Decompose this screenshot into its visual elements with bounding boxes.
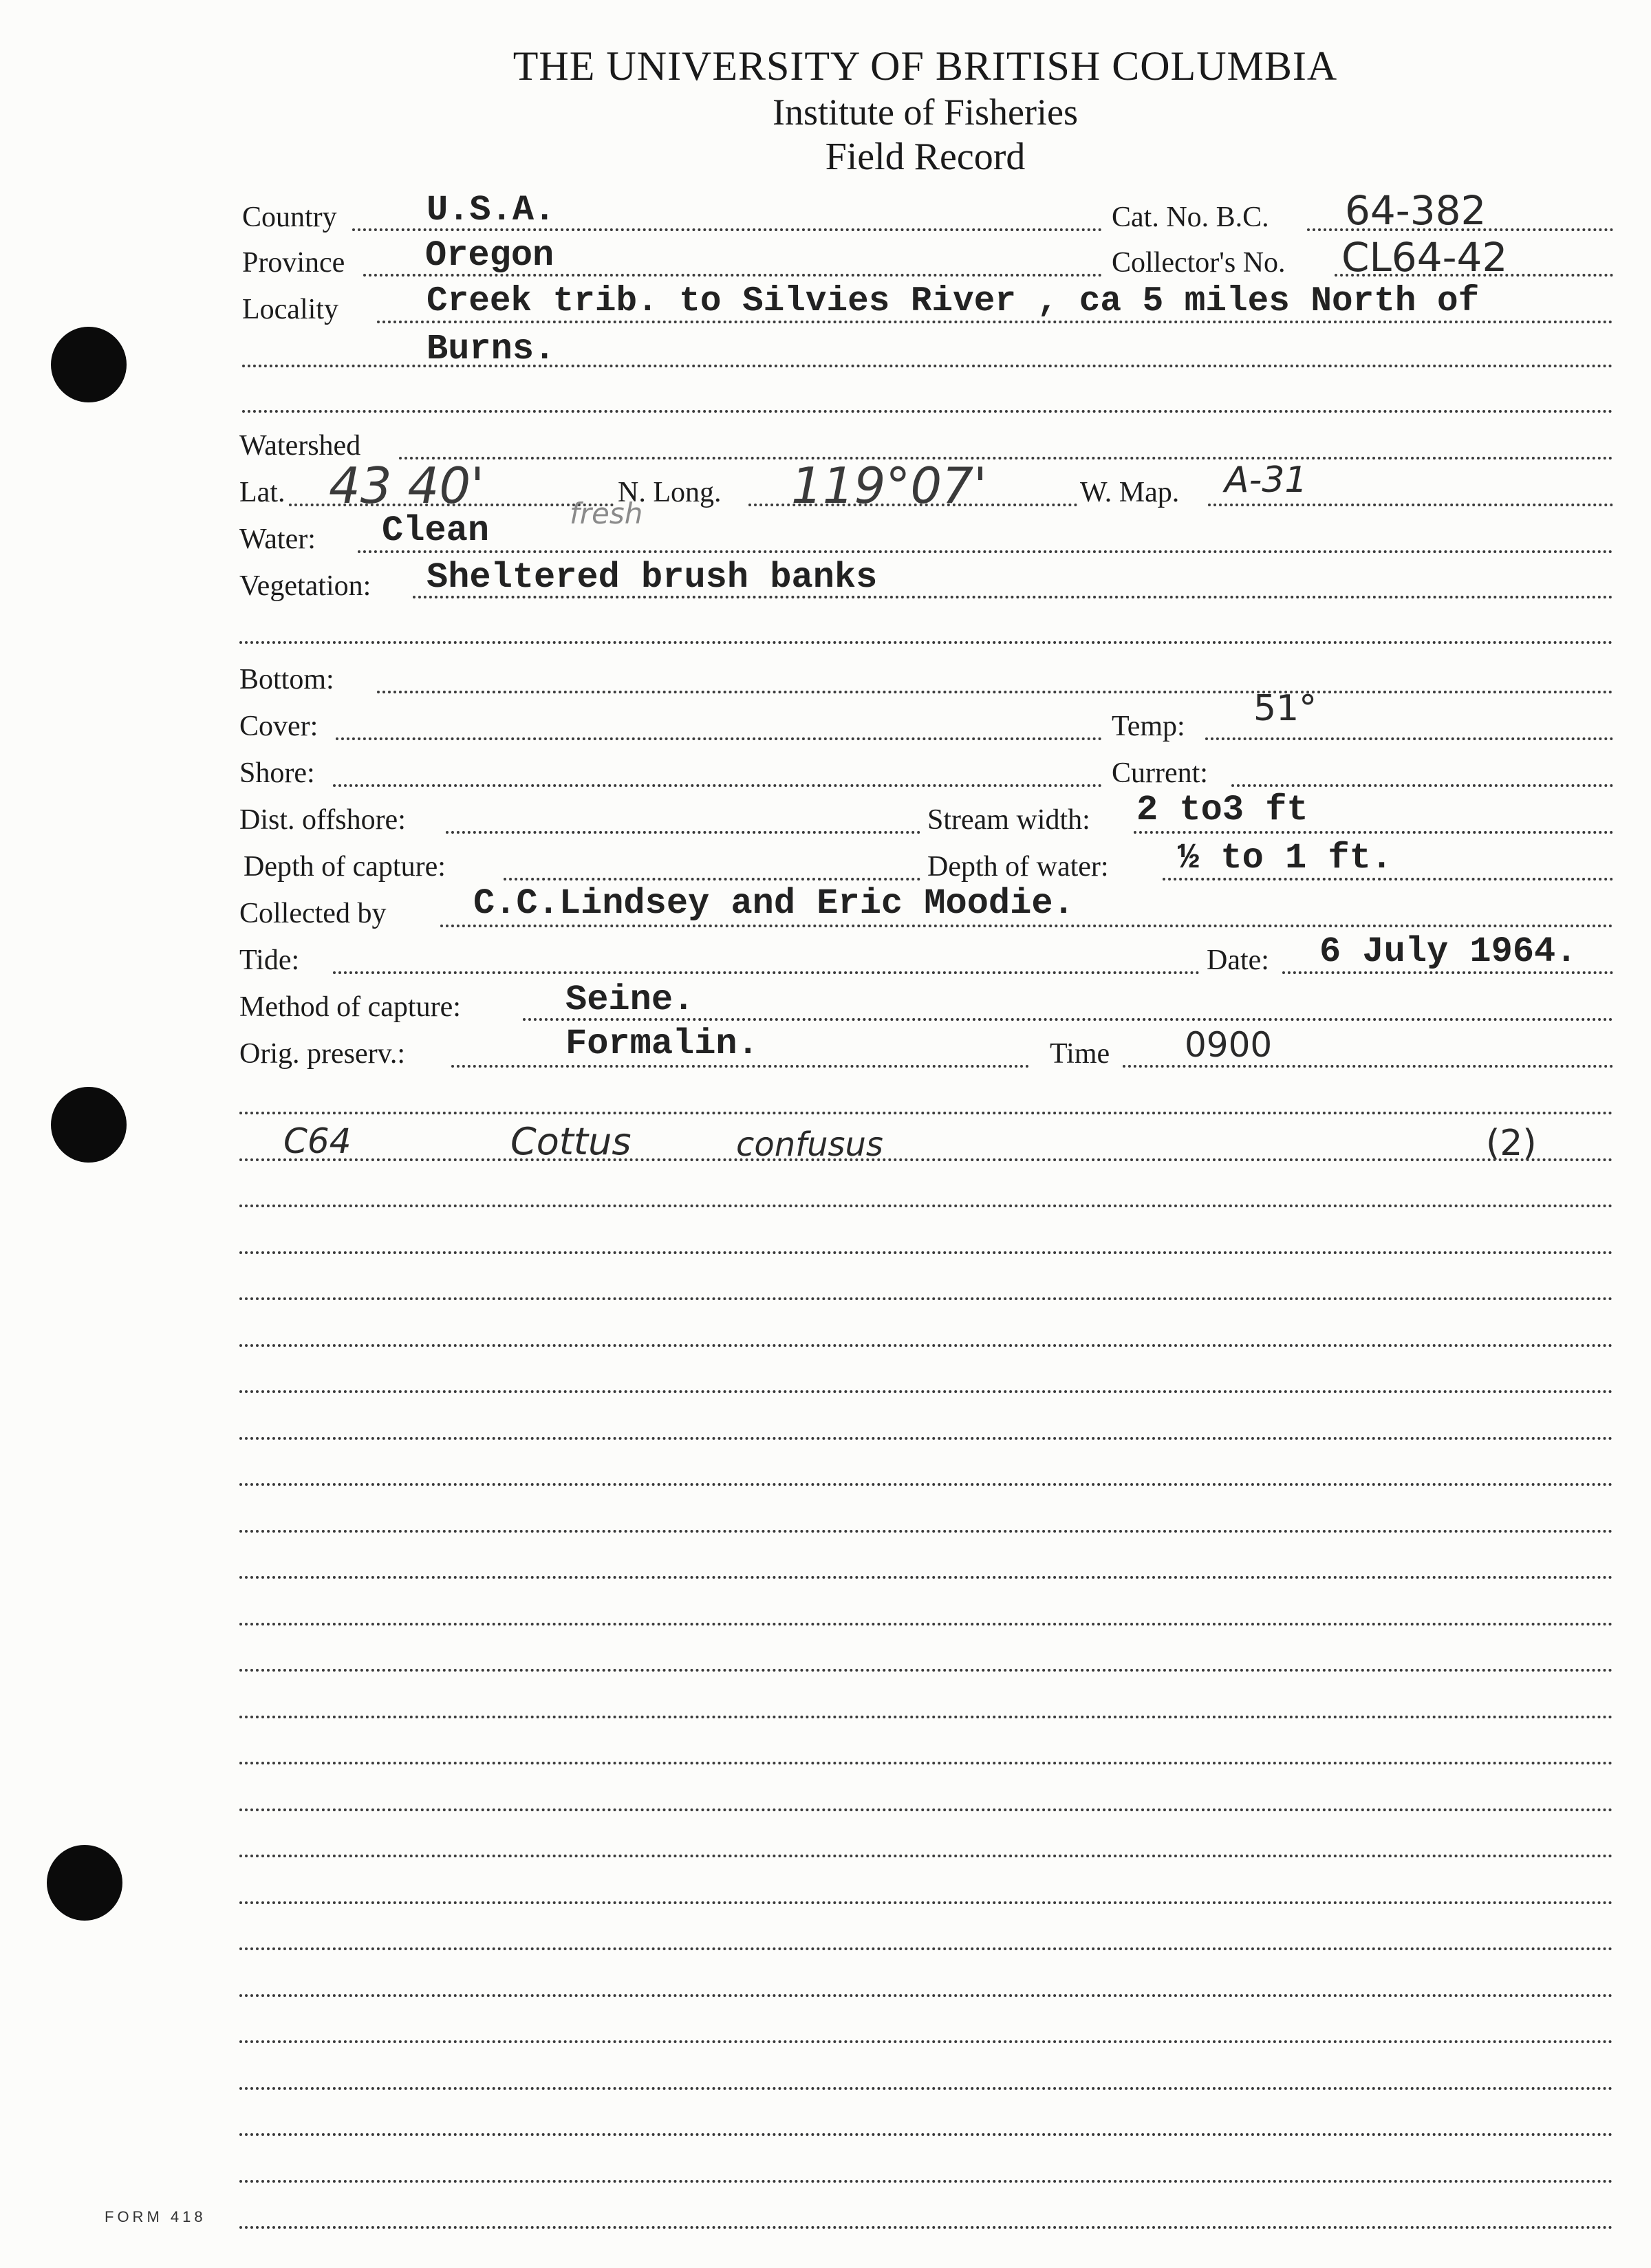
ruled-line	[239, 1530, 1613, 1533]
method-label: Method of capture:	[239, 991, 461, 1023]
depth-capture-label: Depth of capture:	[244, 851, 446, 883]
ruled-line	[239, 2087, 1613, 2090]
ruled-line	[239, 1576, 1613, 1579]
collected-by-value: C.C.Lindsey and Eric Moodie.	[473, 883, 1075, 924]
orig-preserv-line	[451, 1065, 1029, 1068]
locality-line-3	[242, 410, 1613, 413]
cat-no-value: 64-382	[1345, 187, 1487, 234]
dist-offshore-line	[446, 831, 920, 834]
water-note: fresh	[570, 497, 643, 530]
locality-label: Locality	[242, 294, 338, 325]
ruled-line	[239, 2180, 1613, 2183]
catch-species: confusus	[736, 1125, 883, 1164]
ruled-line	[239, 1947, 1613, 1950]
ruled-line	[239, 1762, 1613, 1764]
stream-width-line	[1134, 831, 1613, 834]
bottom-line	[377, 691, 1613, 693]
ruled-line	[239, 1716, 1613, 1718]
time-line	[1123, 1065, 1613, 1068]
time-value: 0900	[1185, 1025, 1273, 1065]
ruled-line	[239, 1251, 1613, 1254]
ruled-line	[239, 1994, 1613, 1997]
ruled-line	[239, 1158, 1613, 1161]
watershed-label: Watershed	[239, 430, 361, 462]
cover-label: Cover:	[239, 711, 319, 742]
collectors-no-label: Collector's No.	[1112, 247, 1286, 279]
dist-offshore-label: Dist. offshore:	[239, 804, 406, 836]
ruled-line	[239, 1437, 1613, 1440]
water-label: Water:	[239, 523, 316, 555]
ruled-line	[239, 1344, 1613, 1347]
tide-line	[333, 971, 1200, 974]
ruled-line	[239, 2226, 1613, 2229]
ruled-line	[239, 1669, 1613, 1672]
ruled-line	[239, 1483, 1613, 1486]
lat-label: Lat.	[239, 477, 285, 508]
temp-label: Temp:	[1112, 711, 1185, 742]
current-line	[1231, 784, 1613, 787]
binder-hole-bottom	[47, 1845, 122, 1921]
depth-water-label: Depth of water:	[927, 851, 1109, 883]
collectors-no-value: CL64-42	[1341, 234, 1508, 281]
catch-count: (2)	[1486, 1123, 1537, 1164]
date-label: Date:	[1207, 944, 1269, 976]
locality-value-1: Creek trib. to Silvies River , ca 5 miles North of	[427, 282, 1480, 321]
shore-line	[333, 784, 1102, 787]
depth-capture-line	[504, 878, 920, 881]
binder-hole-top	[51, 327, 127, 402]
long-value: 119°07'	[791, 457, 987, 515]
locality-value-2: Burns.	[427, 329, 556, 369]
collected-by-line	[440, 925, 1613, 927]
w-map-label: W. Map.	[1080, 477, 1180, 508]
water-line	[358, 550, 1613, 553]
current-label: Current:	[1112, 757, 1208, 789]
temp-value: 51°	[1253, 688, 1317, 729]
province-value: Oregon	[425, 235, 554, 276]
institute-title: Institute of Fisheries	[773, 91, 1078, 133]
shore-label: Shore:	[239, 757, 315, 789]
ruled-line	[239, 1623, 1613, 1626]
university-title: THE UNIVERSITY OF BRITISH COLUMBIA	[512, 43, 1338, 89]
ruled-line	[239, 1901, 1613, 1904]
stream-width-label: Stream width:	[927, 804, 1090, 836]
n-long-label: N. Long.	[618, 477, 722, 508]
water-value: Clean	[382, 510, 490, 551]
collected-by-label: Collected by	[239, 898, 387, 929]
ruled-line	[239, 1297, 1613, 1300]
date-value: 6 July 1964.	[1319, 931, 1577, 972]
record-title: Field Record	[825, 136, 1026, 178]
method-value: Seine.	[565, 980, 695, 1020]
ruled-line	[239, 1390, 1613, 1393]
country-label: Country	[242, 202, 337, 233]
ruled-line	[239, 2040, 1613, 2043]
bottom-label: Bottom:	[239, 664, 334, 695]
orig-preserv-value: Formalin.	[565, 1024, 759, 1064]
ruled-line	[239, 2133, 1613, 2136]
temp-line	[1205, 737, 1613, 740]
ruled-line	[239, 1112, 1613, 1114]
vegetation-line-2	[239, 641, 1613, 644]
ruled-line	[239, 1205, 1613, 1207]
map-line	[1208, 504, 1613, 506]
form-number: FORM 418	[105, 2208, 206, 2225]
ruled-line	[239, 1855, 1613, 1857]
country-value: U.S.A.	[427, 190, 556, 230]
cat-no-label: Cat. No. B.C.	[1112, 202, 1269, 233]
time-label: Time	[1050, 1038, 1110, 1070]
cover-line	[336, 737, 1102, 740]
orig-preserv-label: Orig. preserv.:	[239, 1038, 406, 1070]
binder-hole-middle	[51, 1087, 127, 1163]
map-value: A-31	[1224, 460, 1308, 501]
catch-code: C64	[283, 1121, 352, 1161]
vegetation-value: Sheltered brush banks	[427, 557, 878, 598]
watershed-line	[399, 457, 1613, 460]
lat-value: 43 40'	[329, 457, 484, 515]
vegetation-label: Vegetation:	[239, 570, 371, 602]
ruled-line	[239, 1808, 1613, 1811]
province-label: Province	[242, 247, 345, 279]
catch-genus: Cottus	[510, 1120, 632, 1163]
tide-label: Tide:	[239, 944, 300, 976]
stream-width-value: 2 to3 ft	[1136, 790, 1308, 830]
depth-water-value: ½ to 1 ft.	[1178, 838, 1393, 878]
